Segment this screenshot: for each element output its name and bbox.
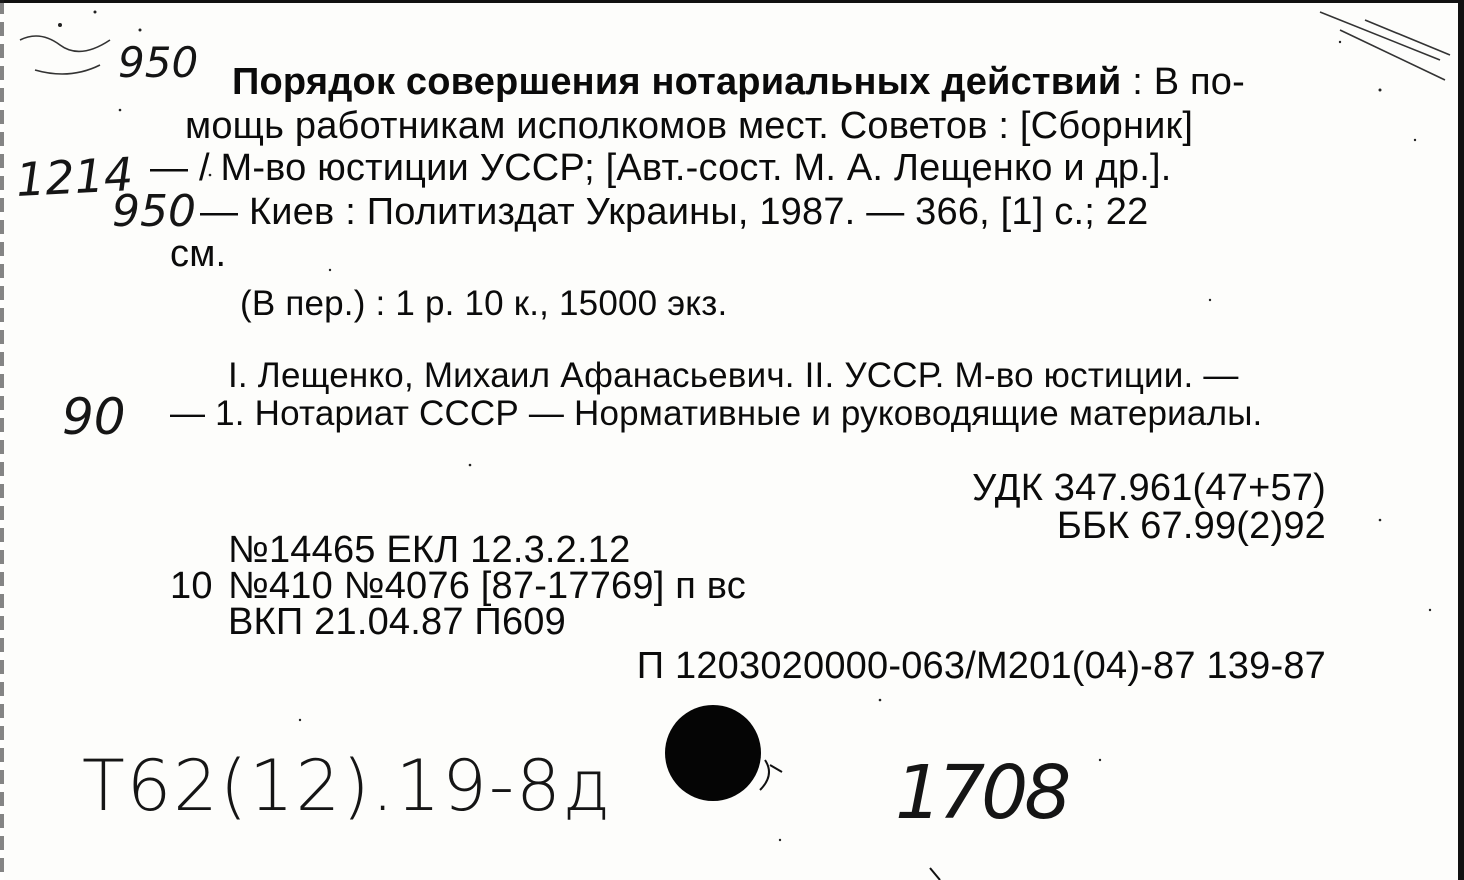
registration-line-2: №410 №4076 [87-17769] п вс [228, 565, 746, 607]
price-line: (В пер.) : 1 р. 10 к., 15000 экз. [240, 284, 728, 323]
description-line-3: — / М-во юстиции УССР; [Авт.-сост. М. А. Лещенко и др.]. [150, 147, 1172, 189]
title-line-continuation: : В по- [1132, 61, 1245, 103]
registration-line-3: ВКП 21.04.87 П609 [228, 601, 566, 643]
handwritten-shelfmark: Т62(12).19-8д [82, 745, 613, 827]
handwritten-left-margin: 1214 [14, 146, 135, 208]
bbk-code: ББК 67.99(2)92 [1056, 505, 1326, 547]
registration-line-2-prefix: 10 [170, 565, 213, 607]
book-title: Порядок совершения нотариальных действий [232, 61, 1122, 103]
handwritten-top-left: 950 [118, 38, 199, 87]
description-line-2: мощь работникам исполкомов мест. Советов : [Сборник] [185, 105, 1194, 147]
udk-code: УДК 347.961(47+57) [972, 467, 1326, 509]
punched-hole [665, 705, 761, 801]
catalog-index: П 1203020000-063/М201(04)-87 139-87 [636, 645, 1326, 687]
handwritten-classification: 90 [62, 388, 126, 446]
description-line-5: см. [170, 233, 227, 275]
handwritten-left-margin-sub: 950 [112, 186, 196, 237]
subject-line-2: — 1. Нотариат СССР — Нормативные и руководящие материалы. [170, 394, 1263, 433]
registration-line-1: №14465 ЕКЛ 12.3.2.12 [228, 529, 631, 571]
handwritten-number: 1708 [895, 750, 1068, 836]
title-line [232, 60, 1245, 104]
description-line-4: — Киев : Политиздат Украины, 1987. — 366, [1] с.; 22 [200, 191, 1149, 233]
subject-line-1: I. Лещенко, Михаил Афанасьевич. II. УССР. М-во юстиции. — [228, 356, 1239, 395]
